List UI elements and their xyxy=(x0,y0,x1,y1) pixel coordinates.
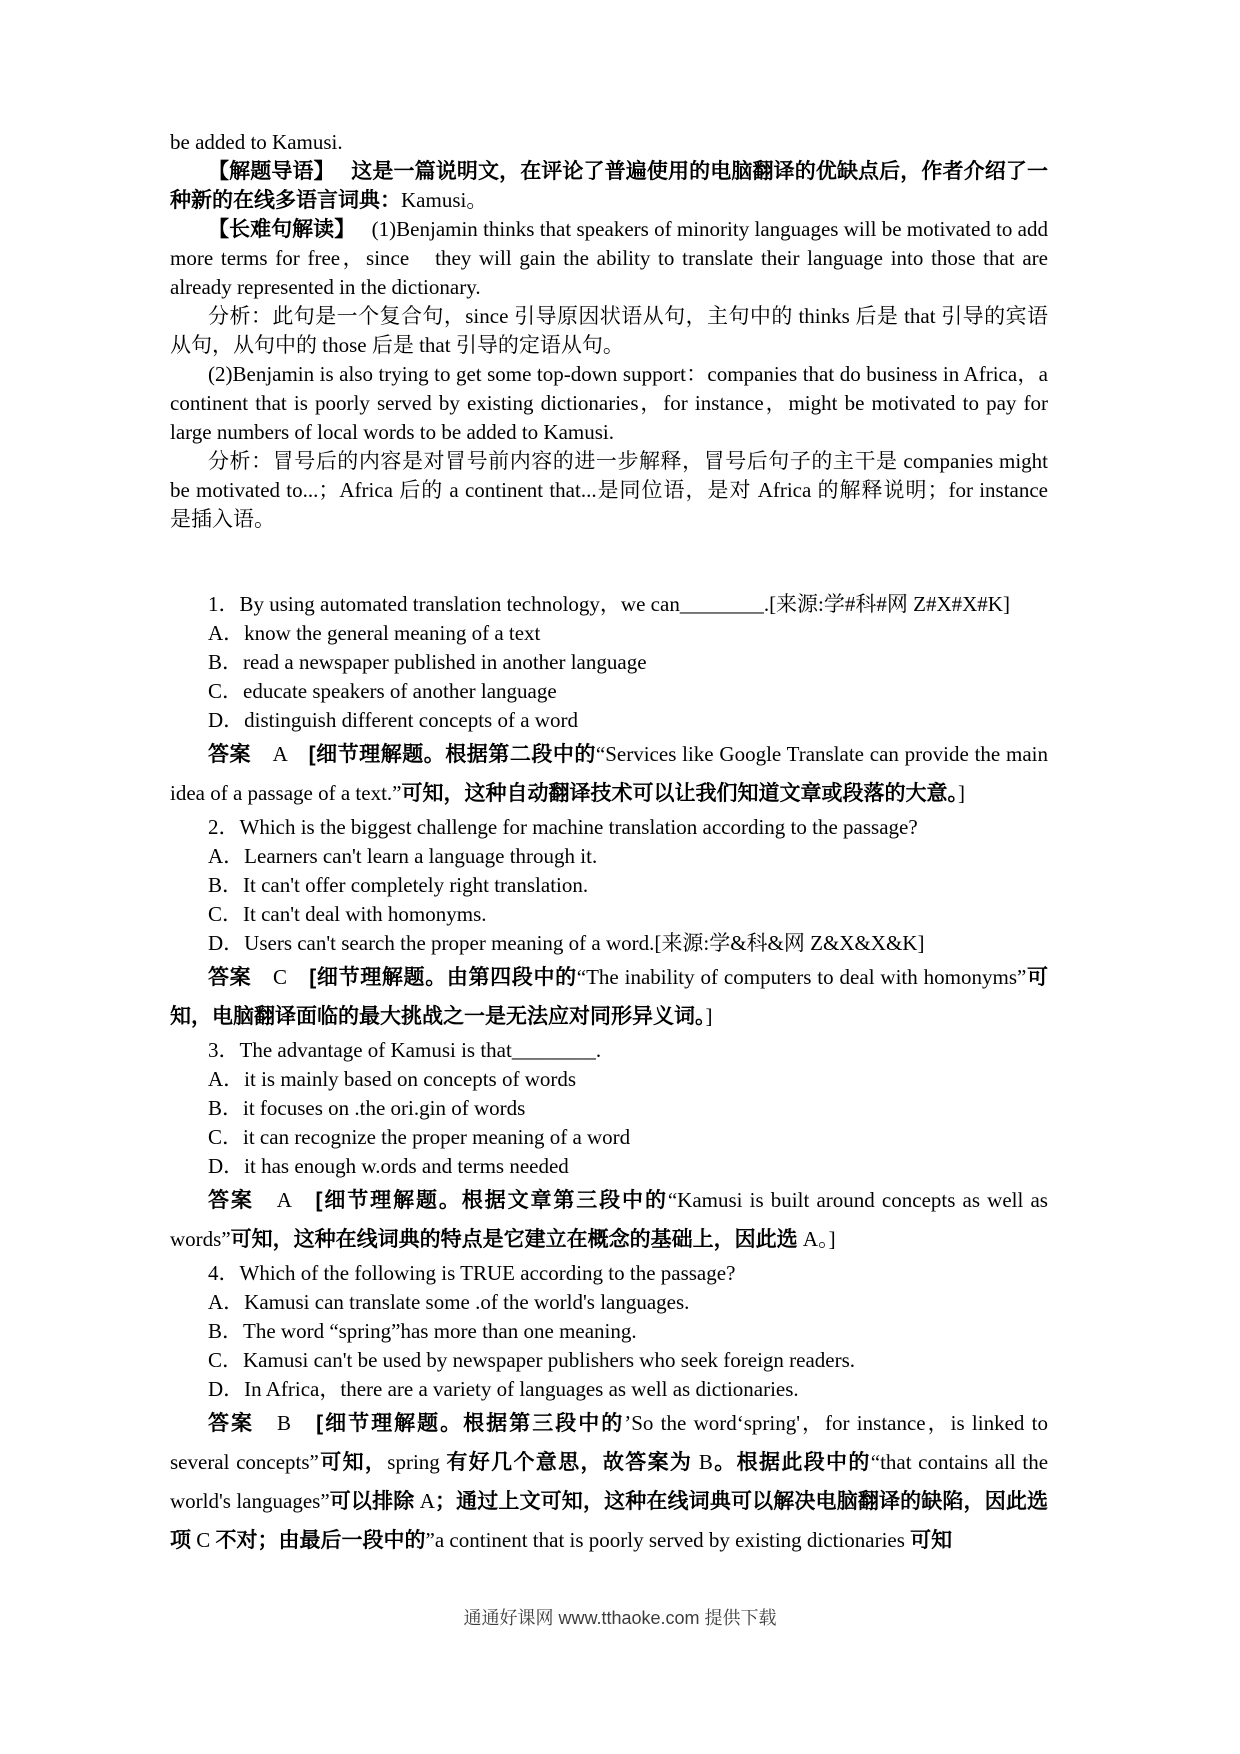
text-segment-en: A．Kamusi can translate some .of the world's languages. xyxy=(208,1290,690,1314)
text-segment-cnb: [细节理解题。根据第二段中的 xyxy=(308,743,596,766)
long-sentence-analysis-2 xyxy=(170,360,1048,447)
text-segment-cnb: [细节理解题。根据文章第三段中的 xyxy=(315,1189,668,1212)
text-segment-en: B．The word “spring”has more than one meaning. xyxy=(208,1319,637,1343)
option-1-c xyxy=(170,677,1048,706)
text-segment-cnb: 有好几个意思，故答案为 xyxy=(446,1451,693,1474)
text-segment-en: A。] xyxy=(797,1227,836,1251)
text-segment-en: (1)Benjamin thinks that speakers of minority languages will be motivated to add more terms for free，since they will gain the ability to translate their language into those that are already represented in the dictionary. xyxy=(170,217,1049,299)
text-segment-en: ’So the word‘spring'，for instance，is linked to several concepts” xyxy=(170,1411,1048,1474)
text-segment-en: A xyxy=(414,1489,435,1513)
text-segment-cnb: 可知 xyxy=(910,1529,953,1552)
text-segment-cnb: [细节理解题。根据第三段中的 xyxy=(316,1412,625,1435)
text-segment-en: 2．Which is the biggest challenge for machine translation according to the passage? xyxy=(208,815,918,839)
text-segment-en: C．Kamusi can't be used by newspaper publishers who seek foreign readers. xyxy=(208,1348,856,1372)
document-body xyxy=(170,128,1048,1560)
analysis-2 xyxy=(170,447,1048,534)
text-segment-cnb: 【解题导语】 这是一篇说明文，在评论了普遍使用的电脑翻译的优缺点后，作者介绍了一种新的在线多语言词典： xyxy=(170,160,1048,212)
option-1-a xyxy=(170,619,1048,648)
text-segment-en: ”a continent that is poorly served by existing dictionaries xyxy=(425,1528,911,1552)
answer-2 xyxy=(170,958,1048,1036)
text-segment-cnb: 可知，这种在线词典的特点是它建立在概念的基础上，因此选 xyxy=(230,1228,798,1251)
text-segment-cnb: 【长难句解读】 xyxy=(208,218,372,241)
text-segment-cnb: 可知，电脑翻译面临的最大挑战之一是无法应对同形异义词。 xyxy=(170,966,1048,1028)
text-segment-en: “The inability of computers to deal with homonyms” xyxy=(576,965,1027,989)
text-segment-cnb: 答案 xyxy=(208,966,252,989)
option-1-b xyxy=(170,648,1048,677)
text-segment-en: C xyxy=(191,1528,216,1552)
text-segment-en: C．It can't deal with homonyms. xyxy=(208,902,487,926)
text-segment-en: (2)Benjamin is also trying to get some top-down support：companies that do business in Africa，a continent that is poorly served by existing dictionaries，for instance，might be motivated to pay for large numbers of local words to be added to Kamusi. xyxy=(170,362,1048,444)
option-2-b xyxy=(170,871,1048,900)
section-gap xyxy=(170,534,1048,590)
text-segment-en: A．Learners can't learn a language through it. xyxy=(208,844,598,868)
text-segment-en: 4．Which of the following is TRUE according to the passage? xyxy=(208,1261,736,1285)
text-segment-cn: 分析：冒号后的内容是对冒号前内容的进一步解释，冒号后句子的主干是 companies might be motivated to...；Africa 后的 a continent that...是同位语，是对 Africa 的解释说明；for instance 是插入语。 xyxy=(170,449,1048,531)
footer-text: 通通好课网 www.tthaoke.com 提供下载 xyxy=(463,1608,777,1628)
text-segment-en: C．educate speakers of another language xyxy=(208,679,557,703)
text-segment-cnb: 可以排除 xyxy=(329,1490,415,1513)
option-3-d xyxy=(170,1152,1048,1181)
text-segment-en: A xyxy=(253,1188,316,1212)
text-segment-en: B．read a newspaper published in another language xyxy=(208,650,647,674)
passage-guide-note xyxy=(170,157,1048,215)
text-segment-en: D．In Africa，there are a variety of languages as well as dictionaries. xyxy=(208,1377,799,1401)
text-segment-en: “Services like Google Translate can provide the main idea of a passage of a text.” xyxy=(170,742,1049,805)
analysis-1 xyxy=(170,302,1048,360)
text-segment-en: B xyxy=(254,1411,317,1435)
text-segment-en: B xyxy=(692,1450,713,1474)
page-footer xyxy=(0,1604,1240,1630)
continuation-line xyxy=(170,128,1048,157)
text-segment-en: be added to Kamusi. xyxy=(170,130,343,154)
option-3-a xyxy=(170,1065,1048,1094)
question-4 xyxy=(170,1259,1048,1288)
text-segment-cnb: 答案 xyxy=(208,1412,255,1435)
option-4-c xyxy=(170,1346,1048,1375)
answer-1 xyxy=(170,735,1048,813)
text-segment-en: Kamusi。 xyxy=(401,188,488,212)
text-segment-en: B．It can't offer completely right translation. xyxy=(208,873,589,897)
option-4-a xyxy=(170,1288,1048,1317)
text-segment-en: D．it has enough w.ords and terms needed xyxy=(208,1154,569,1178)
text-segment-en: A．it is mainly based on concepts of words xyxy=(208,1067,577,1091)
text-segment-cnb: 可知，这种自动翻译技术可以让我们知道文章或段落的大意。 xyxy=(401,782,958,805)
text-segment-en: B．it focuses on .the ori.gin of words xyxy=(208,1096,526,1120)
text-segment-en: A xyxy=(251,742,309,766)
text-segment-en: “that contains all the world's languages” xyxy=(170,1450,1049,1513)
option-3-b xyxy=(170,1094,1048,1123)
text-segment-en: ] xyxy=(705,1004,713,1028)
text-segment-en: D．distinguish different concepts of a word xyxy=(208,708,578,732)
text-segment-en: A．know the general meaning of a text xyxy=(208,621,541,645)
text-segment-en: spring xyxy=(387,1450,447,1474)
text-segment-cnb: 。根据此段中的 xyxy=(712,1451,871,1474)
text-segment-cnb: ；通过上文可知，这种在线词典可以解决电脑翻译的缺陷，因此选项 xyxy=(170,1490,1048,1552)
text-segment-cn: 分析：此句是一个复合句，since 引导原因状语从句，主句中的 thinks 后是 that 引导的宾语从句，从句中的 those 后是 that 引导的定语从句。 xyxy=(170,304,1048,357)
answer-3 xyxy=(170,1181,1048,1259)
text-segment-cnb: [细节理解题。由第四段中的 xyxy=(309,966,577,989)
option-2-a xyxy=(170,842,1048,871)
question-3 xyxy=(170,1036,1048,1065)
text-segment-en: ] xyxy=(957,781,965,805)
text-segment-en: C xyxy=(251,965,310,989)
answer-4 xyxy=(170,1404,1048,1560)
text-segment-cnb: 答案 xyxy=(208,743,252,766)
option-3-c xyxy=(170,1123,1048,1152)
question-2 xyxy=(170,813,1048,842)
option-1-d xyxy=(170,706,1048,735)
long-sentence-analysis-1 xyxy=(170,215,1048,302)
text-segment-en: D．Users can't search the proper meaning of a word.[来源:学&科&网 Z&X&X&K] xyxy=(208,931,925,955)
option-2-d xyxy=(170,929,1048,958)
text-segment-cnb: 不对；由最后一段中的 xyxy=(215,1529,426,1552)
text-segment-en: C．it can recognize the proper meaning of a word xyxy=(208,1125,631,1149)
option-4-d xyxy=(170,1375,1048,1404)
text-segment-cnb: 答案 xyxy=(208,1189,254,1212)
text-segment-cnb: 可知， xyxy=(318,1451,388,1474)
text-segment-en: 3．The advantage of Kamusi is that________. xyxy=(208,1038,602,1062)
text-segment-en: 1．By using automated translation technology，we can________.[来源:学#科#网 Z#X#X#K] xyxy=(208,592,1010,616)
option-2-c xyxy=(170,900,1048,929)
text-segment-en: “Kamusi is built around concepts as well as words” xyxy=(170,1188,1048,1251)
option-4-b xyxy=(170,1317,1048,1346)
question-1 xyxy=(170,590,1048,619)
